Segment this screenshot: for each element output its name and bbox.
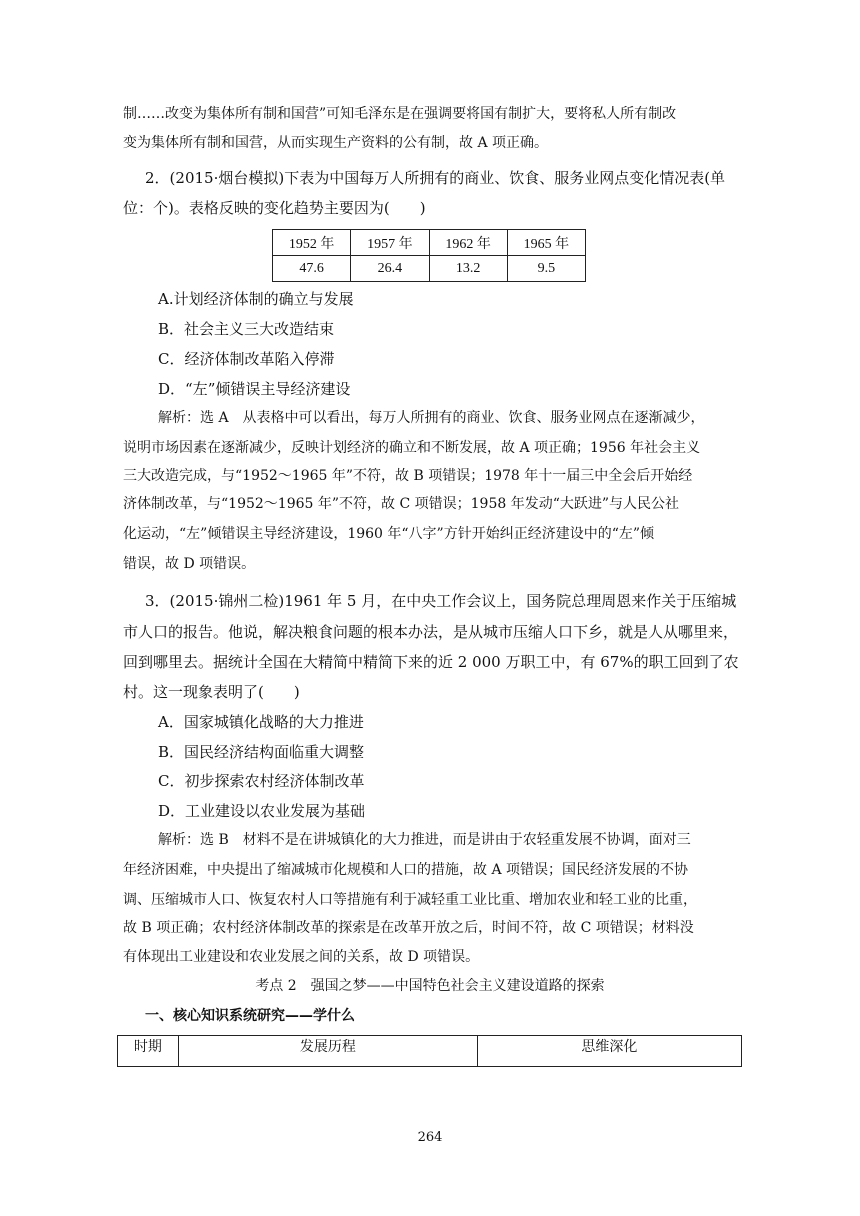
question-3-stem: 回到哪里去。据统计全国在大精简中精简下来的近 2 000 万职工中，有 67%的职工回到了农 [123, 653, 739, 671]
knowledge-table [117, 1035, 742, 1067]
table-cell: 9.5 [507, 256, 585, 282]
table-cell: 13.2 [429, 256, 507, 282]
table-header-history: 发展历程 [178, 1036, 477, 1067]
table-header-period: 时期 [118, 1036, 179, 1067]
option-d: D．“左”倾错误主导经济建设 [158, 380, 351, 398]
analysis-line: 调、压缩城市人口、恢复农村人口等措施有利于减轻重工业比重、增加农业和轻工业的比重， [123, 892, 697, 908]
table-header-row [118, 1036, 742, 1067]
table-cell: 1952 年 [273, 230, 351, 256]
paragraph-line: 变为集体所有制和国营，从而实现生产资料的公有制，故 A 项正确。 [123, 135, 549, 151]
option-b: B．国民经济结构面临重大调整 [158, 743, 365, 761]
analysis-line: 故 B 项正确；农村经济体制改革的探索是在改革开放之后，时间不符，故 C 项错误；材料没 [123, 920, 694, 936]
analysis-line: 解析：选 A 从表格中可以看出，每万人所拥有的商业、饮食、服务业网点在逐渐减少， [158, 410, 705, 426]
outlet-change-table [272, 229, 586, 282]
analysis-line: 化运动，“左”倾错误主导经济建设，1960 年“八字”方针开始纠正经济建设中的“左”倾 [123, 526, 655, 542]
analysis-line: 三大改造完成，与“1952～1965 年”不符，故 B 项错误；1978 年十一届三中全会后开始经 [123, 468, 693, 484]
option-c: C．初步探索农村经济体制改革 [158, 772, 365, 790]
analysis-line: 错误，故 D 项错误。 [123, 556, 256, 572]
question-3-stem: 3．(2015·锦州二检)1961 年 5 月，在中央工作会议上，国务院总理周恩来作关于压缩城 [145, 592, 737, 610]
option-c: C．经济体制改革陷入停滞 [158, 350, 335, 368]
page-number: 264 [417, 1130, 443, 1145]
analysis-line: 有体现出工业建设和农业发展之间的关系，故 D 项错误。 [123, 949, 480, 965]
section-title: 考点 2 强国之梦——中国特色社会主义建设道路的探索 [255, 978, 605, 994]
analysis-line: 说明市场因素在逐渐减少，反映计划经济的确立和不断发展，故 A 项正确；1956 年社会主义 [123, 440, 701, 456]
table-row [273, 256, 586, 282]
table-cell: 47.6 [273, 256, 351, 282]
subsection-title: 一、核心知识系统研究——学什么 [145, 1008, 355, 1024]
question-3-stem: 村。这一现象表明了( ) [123, 683, 300, 701]
table-header-thinking: 思维深化 [477, 1036, 741, 1067]
question-3-stem: 市人口的报告。他说，解决粮食问题的根本办法，是从城市压缩人口下乡，就是人从哪里来， [123, 623, 739, 641]
option-a: A．国家城镇化战略的大力推进 [158, 713, 364, 731]
table-cell: 26.4 [351, 256, 429, 282]
table-cell: 1957 年 [351, 230, 429, 256]
option-d: D．工业建设以农业发展为基础 [158, 802, 366, 820]
option-b: B．社会主义三大改造结束 [158, 320, 335, 338]
table-cell: 1965 年 [507, 230, 585, 256]
option-a: A.计划经济体制的确立与发展 [158, 290, 354, 308]
analysis-line: 解析：选 B 材料不是在讲城镇化的大力推进，而是讲由于农轻重发展不协调，面对三 [158, 832, 691, 848]
table-header-row [273, 230, 586, 256]
question-2-stem: 位：个)。表格反映的变化趋势主要因为( ) [123, 199, 426, 217]
paragraph-line: 制……改变为集体所有制和国营”可知毛泽东是在强调要将国有制扩大，要将私人所有制改 [123, 106, 677, 122]
analysis-line: 年经济困难，中央提出了缩减城市化规模和人口的措施，故 A 项错误；国民经济发展的不协 [123, 862, 689, 878]
table-cell: 1962 年 [429, 230, 507, 256]
question-2-stem: 2．(2015·烟台模拟)下表为中国每万人所拥有的商业、饮食、服务业网点变化情况表(单 [145, 169, 726, 187]
analysis-line: 济体制改革，与“1952～1965 年”不符，故 C 项错误；1958 年发动“大跃进”与人民公社 [123, 496, 680, 512]
